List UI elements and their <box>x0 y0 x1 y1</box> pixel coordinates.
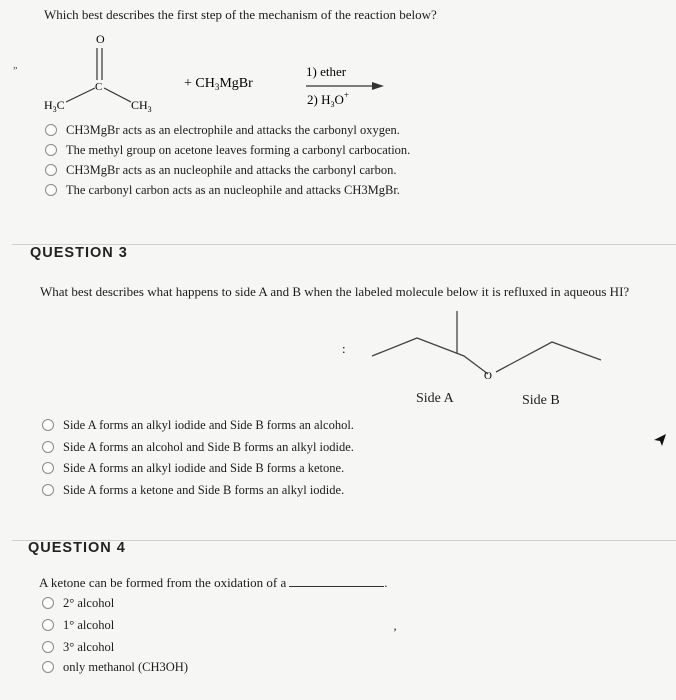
side-a-chain <box>372 338 488 374</box>
stray-dot: : <box>342 341 346 356</box>
condition-acid: 2) $H_3O^+$ <box>307 90 349 109</box>
q4-option-3[interactable] <box>42 637 114 657</box>
q2-option-2[interactable] <box>45 140 410 160</box>
q2-option-4-label: The carbonyl carbon acts as an nucleophile and attacks CH3MgBr. <box>66 182 400 197</box>
left-methyl: $H_3C$ <box>44 98 65 114</box>
q4-prompt <box>39 575 388 591</box>
q2-option-2-label: The methyl group on acetone leaves forming a carbonyl carbocation. <box>66 142 411 157</box>
side-b-chain <box>496 342 601 372</box>
q3-option-2[interactable] <box>42 437 354 457</box>
q3-option-4-radio[interactable] <box>42 484 54 496</box>
q4-heading: QUESTION 4 <box>28 540 126 556</box>
bond-right-methyl <box>104 88 131 102</box>
q2-option-3-label: CH3MgBr acts as an nucleophile and attacks the carbonyl carbon. <box>66 162 397 177</box>
q3-option-1-label: Side A forms an alkyl iodide and Side B forms an alcohol. <box>63 417 354 432</box>
q4-option-4-radio[interactable] <box>42 661 54 673</box>
grignard-reagent: + $CH_3MgBr$ <box>184 76 253 92</box>
q4-prompt-text: A ketone can be formed from the oxidation of a <box>39 575 287 590</box>
q4-option-1-radio[interactable] <box>42 597 54 609</box>
q4-option-2-radio[interactable] <box>42 619 54 631</box>
q4-option-1-label: 2° alcohol <box>63 595 115 610</box>
q2-option-2-radio[interactable] <box>45 144 57 156</box>
q2-prompt: Which best describes the first step of the mechanism of the reaction below? <box>44 7 437 22</box>
q3-option-3-label: Side A forms an alkyl iodide and Side B forms a ketone. <box>63 460 345 475</box>
q2-option-3-radio[interactable] <box>45 164 57 176</box>
side-b-label: Side B <box>522 393 560 408</box>
q2-option-1-label: CH3MgBr acts as an electrophile and attacks the carbonyl oxygen. <box>66 122 400 137</box>
q4-blank <box>289 586 384 587</box>
reaction-arrowhead <box>372 82 384 90</box>
q4-option-2[interactable] <box>42 615 114 635</box>
right-methyl: $CH_3$ <box>131 98 152 114</box>
q4-option-3-label: 3° alcohol <box>63 639 115 654</box>
q3-heading: QUESTION 3 <box>30 245 128 261</box>
q3-option-3[interactable] <box>42 458 344 478</box>
q2-option-4-radio[interactable] <box>45 184 57 196</box>
ether-molecule <box>330 308 630 418</box>
q2-option-4[interactable] <box>45 180 400 200</box>
q2-option-3[interactable] <box>45 160 396 180</box>
q3-option-2-label: Side A forms an alcohol and Side B forms an alkyl iodide. <box>63 439 354 454</box>
q2-option-1-radio[interactable] <box>45 124 57 136</box>
q4-option-4[interactable] <box>42 657 188 677</box>
q3-option-2-radio[interactable] <box>42 441 54 453</box>
q4-option-4-label: only methanol (CH3OH) <box>63 659 188 674</box>
q4-option-2-label: 1° alcohol <box>63 617 115 632</box>
stray-mark: ” <box>13 66 18 77</box>
q4-option-3-radio[interactable] <box>42 641 54 653</box>
mouse-cursor-icon <box>652 432 668 448</box>
bond-left-methyl <box>66 88 95 102</box>
side-a-label: Side A <box>416 391 454 406</box>
stray-caret-mark: ’ <box>393 625 397 639</box>
q3-option-3-radio[interactable] <box>42 462 54 474</box>
condition-ether: 1) ether <box>306 64 347 79</box>
q4-option-1[interactable] <box>42 593 114 613</box>
q3-option-4-label: Side A forms a ketone and Side B forms an alkyl iodide. <box>63 482 345 497</box>
q4-prompt-end: . <box>384 575 388 590</box>
q3-option-1-radio[interactable] <box>42 419 54 431</box>
q3-option-1[interactable] <box>42 415 354 435</box>
ether-oxygen: O <box>484 370 492 382</box>
q3-prompt: What best describes what happens to side A and B when the labeled molecule below it is refluxed in aqueous HI? <box>40 284 630 299</box>
q2-option-1[interactable] <box>45 120 400 140</box>
carbonyl-oxygen: O <box>96 32 105 46</box>
carbonyl-carbon: C <box>95 81 103 93</box>
q3-option-4[interactable] <box>42 480 344 500</box>
reaction-scheme <box>0 26 420 116</box>
